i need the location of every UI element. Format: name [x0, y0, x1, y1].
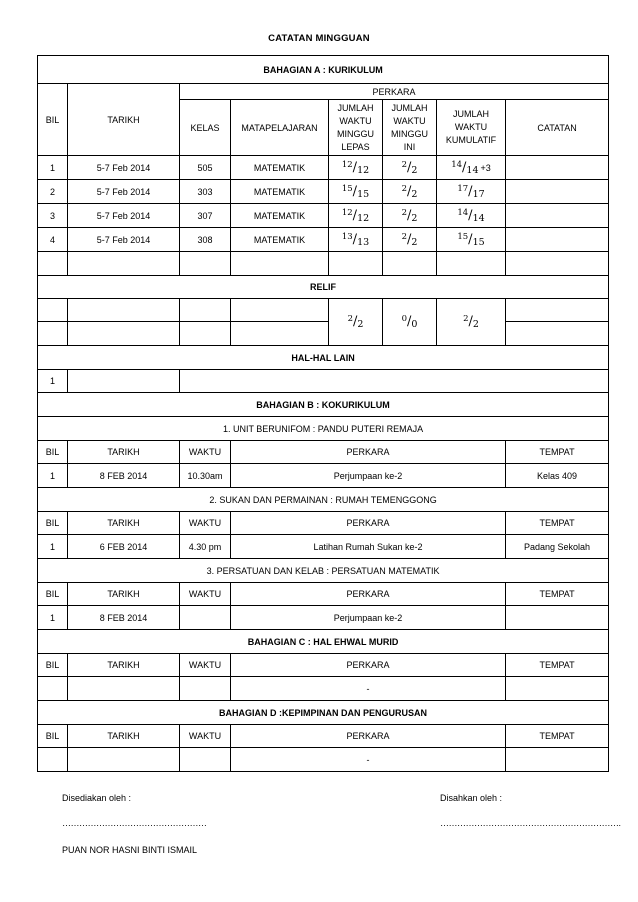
header-tarikh: TARIKH — [68, 512, 180, 535]
header-bil: BIL — [38, 84, 68, 156]
cell-jumlah-lepas: $^{12}/_{12}$ — [329, 204, 383, 228]
table-row-empty — [38, 252, 609, 276]
header-tempat: TEMPAT — [506, 583, 609, 606]
cell-tarikh: 5-7 Feb 2014 — [68, 228, 180, 252]
header-kelas: KELAS — [180, 100, 231, 156]
section-d-heading: BAHAGIAN D :KEPIMPINAN DAN PENGURUSAN — [38, 701, 609, 725]
cell-bil: 3 — [38, 204, 68, 228]
header-perkara: PERKARA — [231, 441, 506, 464]
cell-catatan — [506, 228, 609, 252]
header-tarikh: TARIKH — [68, 441, 180, 464]
header-jumlah-lepas: JUMLAH WAKTU MINGGU LEPAS — [329, 100, 383, 156]
table-row — [38, 204, 609, 228]
table-row — [38, 156, 609, 180]
header-tempat: TEMPAT — [506, 654, 609, 677]
header-perkara: PERKARA — [231, 512, 506, 535]
cell-bil: 4 — [38, 228, 68, 252]
header-perkara: PERKARA — [231, 725, 506, 748]
section-d-header-row — [38, 725, 609, 748]
header-waktu: WAKTU — [180, 512, 231, 535]
cell-kelas: 307 — [180, 204, 231, 228]
table-row — [38, 748, 609, 772]
relif-jumlah-lepas: $^2/_2$ — [329, 299, 383, 346]
table-row — [38, 464, 609, 488]
header-jumlah-kumulatif: JUMLAH WAKTU KUMULATIF — [437, 100, 506, 156]
cell-jumlah-kumulatif: $^{17}/_{17}$ — [437, 180, 506, 204]
cell-jumlah-kumulatif: $^{14}/_{14}$ — [437, 204, 506, 228]
cell-jumlah-kumulatif: $^{14}/_{14} +3$ — [437, 156, 506, 180]
header-tarikh: TARIKH — [68, 725, 180, 748]
header-waktu: WAKTU — [180, 654, 231, 677]
cell-tarikh: 5-7 Feb 2014 — [68, 180, 180, 204]
relif-row — [38, 322, 609, 346]
cell-jumlah-lepas: $^{15}/_{15}$ — [329, 180, 383, 204]
header-jumlah-ini: JUMLAH WAKTU MINGGU INI — [383, 100, 437, 156]
unit-title: 1. UNIT BERUNIFOM : PANDU PUTERI REMAJA — [38, 417, 609, 441]
hal-hal-lain-heading: HAL-HAL LAIN — [38, 346, 609, 370]
cell-waktu — [180, 606, 231, 630]
cell-perkara: Latihan Rumah Sukan ke-2 — [231, 535, 506, 559]
cell-jumlah-lepas: $^{13}/_{13}$ — [329, 228, 383, 252]
unit-title: 2. SUKAN DAN PERMAINAN : RUMAH TEMENGGONG — [38, 488, 609, 512]
cell-tempat: Padang Sekolah — [506, 535, 609, 559]
cell-perkara: Perjumpaan ke-2 — [231, 606, 506, 630]
header-bil: BIL — [38, 512, 68, 535]
header-waktu: WAKTU — [180, 583, 231, 606]
header-tarikh: TARIKH — [68, 583, 180, 606]
header-tempat: TEMPAT — [506, 725, 609, 748]
prepared-by-label: Disediakan oleh : — [62, 793, 132, 803]
cell-bil: 1 — [38, 156, 68, 180]
section-a-body — [38, 56, 609, 393]
cell-perkara: - — [231, 677, 506, 701]
cell-tarikh: 5-7 Feb 2014 — [68, 204, 180, 228]
cell-jumlah-ini: $^2/_2$ — [383, 180, 437, 204]
header-bil: BIL — [38, 583, 68, 606]
cell-matapelajaran: MATEMATIK — [231, 204, 329, 228]
section-d-body — [38, 701, 609, 772]
cell-bil: 1 — [38, 370, 68, 393]
approved-by-label: Disahkan oleh : — [440, 793, 503, 803]
unit-header-row — [38, 583, 609, 606]
header-tarikh: TARIKH — [68, 84, 180, 156]
cell-jumlah-ini: $^2/_2$ — [383, 156, 437, 180]
cell-waktu: 4.30 pm — [180, 535, 231, 559]
cell-kelas: 505 — [180, 156, 231, 180]
cell-catatan — [506, 204, 609, 228]
section-c-header-row — [38, 654, 609, 677]
cell-tarikh: 6 FEB 2014 — [68, 535, 180, 559]
relif-jumlah-kumulatif: $^2/_2$ — [437, 299, 506, 346]
relif-heading: RELIF — [38, 276, 609, 299]
header-waktu: WAKTU — [180, 725, 231, 748]
signature-line-left: …………………………………………… — [62, 818, 207, 828]
table-row — [38, 677, 609, 701]
preparer-name: PUAN NOR HASNI BINTI ISMAIL — [62, 845, 198, 855]
cell-matapelajaran: MATEMATIK — [231, 180, 329, 204]
cell-jumlah-ini: $^2/_2$ — [383, 204, 437, 228]
cell-bil: 2 — [38, 180, 68, 204]
header-tempat: TEMPAT — [506, 512, 609, 535]
cell-catatan — [506, 180, 609, 204]
table-row — [38, 606, 609, 630]
cell-jumlah-ini: $^2/_2$ — [383, 228, 437, 252]
header-bil: BIL — [38, 654, 68, 677]
header-tempat: TEMPAT — [506, 441, 609, 464]
header-matapelajaran: MATAPELAJARAN — [231, 100, 329, 156]
cell-kelas: 303 — [180, 180, 231, 204]
section-c-body — [38, 630, 609, 701]
header-bil: BIL — [38, 441, 68, 464]
cell-bil: 1 — [38, 535, 68, 559]
relif-row — [38, 299, 609, 322]
unit-header-row — [38, 441, 609, 464]
cell-tempat: Kelas 409 — [506, 464, 609, 488]
unit-header-row — [38, 512, 609, 535]
cell-tarikh: 8 FEB 2014 — [68, 464, 180, 488]
signature-line-right: ………………………………………………………. — [440, 818, 621, 828]
cell-perkara: Perjumpaan ke-2 — [231, 464, 506, 488]
cell-waktu: 10.30am — [180, 464, 231, 488]
table-row — [38, 180, 609, 204]
table-row — [38, 535, 609, 559]
relif-jumlah-ini: $^0/_0$ — [383, 299, 437, 346]
cell-matapelajaran: MATEMATIK — [231, 228, 329, 252]
cell-catatan — [506, 156, 609, 180]
cell-tempat — [506, 606, 609, 630]
section-b-heading: BAHAGIAN B : KOKURIKULUM — [38, 393, 609, 417]
cell-kelas: 308 — [180, 228, 231, 252]
header-perkara: PERKARA — [231, 654, 506, 677]
cell-tarikh: 8 FEB 2014 — [68, 606, 180, 630]
page-title: CATATAN MINGGUAN — [268, 33, 370, 44]
header-catatan: CATATAN — [506, 100, 609, 156]
hal-hal-lain-row — [38, 370, 609, 393]
section-a-heading: BAHAGIAN A : KURIKULUM — [38, 56, 609, 84]
section-b-body — [38, 393, 609, 630]
header-bil: BIL — [38, 725, 68, 748]
cell-matapelajaran: MATEMATIK — [231, 156, 329, 180]
section-c-heading: BAHAGIAN C : HAL EHWAL MURID — [38, 630, 609, 654]
cell-jumlah-kumulatif: $^{15}/_{15}$ — [437, 228, 506, 252]
weekly-record-table — [37, 55, 609, 772]
header-tarikh: TARIKH — [68, 654, 180, 677]
header-perkara: PERKARA — [180, 84, 609, 100]
header-perkara: PERKARA — [231, 583, 506, 606]
unit-title: 3. PERSATUAN DAN KELAB : PERSATUAN MATEMATIK — [38, 559, 609, 583]
cell-bil: 1 — [38, 606, 68, 630]
cell-tarikh: 5-7 Feb 2014 — [68, 156, 180, 180]
cell-jumlah-lepas: $^{12}/_{12}$ — [329, 156, 383, 180]
cell-bil: 1 — [38, 464, 68, 488]
cell-perkara: - — [231, 748, 506, 772]
table-row — [38, 228, 609, 252]
header-waktu: WAKTU — [180, 441, 231, 464]
